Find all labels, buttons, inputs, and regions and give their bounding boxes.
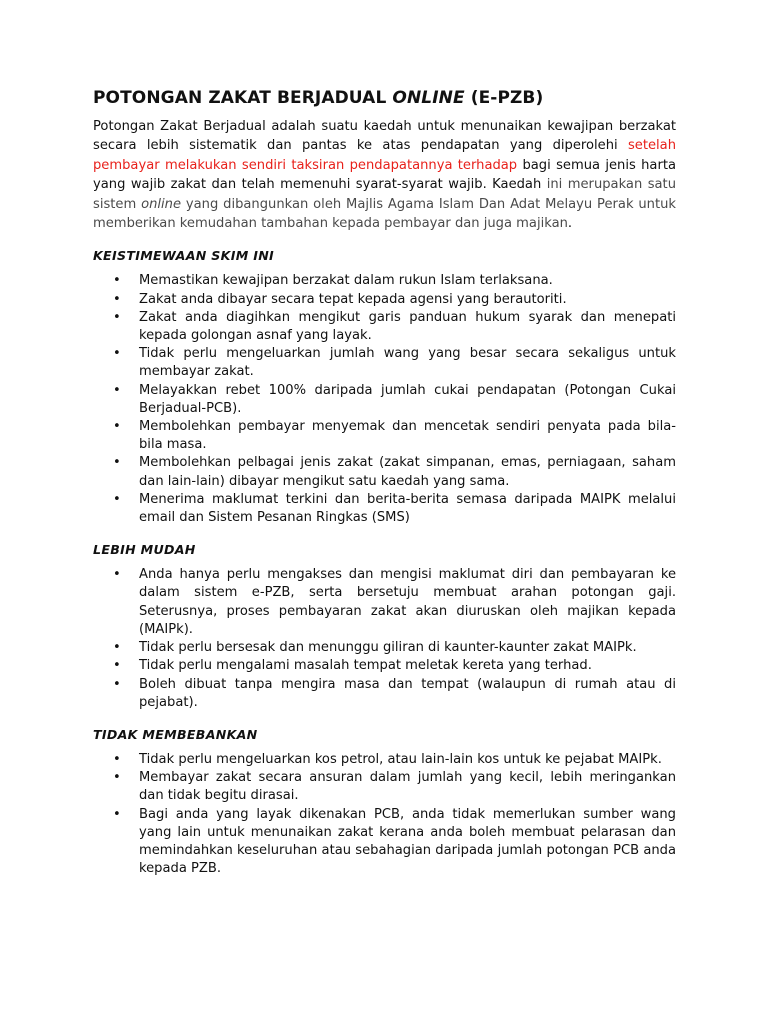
section-heading-lebih-mudah: LEBIH MUDAH (93, 542, 196, 558)
list-item (93, 345, 676, 381)
list-item-text: Anda hanya perlu mengakses dan mengisi maklumat diri dan pembayaran ke dalam sistem e-PZB, serta bersetuju membuat arahan potongan gaji. Seterusnya, proses pembayaran zakat akan diuruskan oleh majikan kepada (MAIPk). (139, 567, 676, 637)
list-item (93, 566, 676, 639)
list-item-text: Memastikan kewajipan berzakat dalam rukun Islam terlaksana. (139, 273, 553, 289)
title-suffix: (E-PZB) (464, 88, 544, 108)
bullet-icon: • (113, 419, 121, 435)
list-item (93, 639, 676, 657)
document-content (93, 88, 676, 878)
section-heading-keistimewaan: KEISTIMEWAAN SKIM INI (93, 248, 275, 264)
bullet-icon: • (113, 676, 121, 692)
list-item-text: Tidak perlu mengalami masalah tempat meletak kereta yang terhad. (139, 658, 592, 674)
bullet-icon: • (113, 658, 121, 674)
list-item (93, 418, 676, 454)
list-item-text: Tidak perlu bersesak dan menunggu giliran di kaunter-kaunter zakat MAIPk. (139, 640, 637, 656)
bullet-icon: • (113, 751, 121, 767)
list-item-text: Zakat anda dibayar secara tepat kepada agensi yang berautoriti. (139, 291, 567, 307)
bullet-icon: • (113, 291, 121, 307)
list-item (93, 309, 676, 345)
bullet-icon: • (113, 770, 121, 786)
intro-text-1: Potongan Zakat Berjadual adalah suatu kaedah untuk menunaikan kewajipan berzakat secara lebih sistematik dan pantas ke atas pendapatan yang diperolehi (93, 119, 676, 154)
list-item-text: Membayar zakat secara ansuran dalam jumlah yang kecil, lebih meringankan dan tidak begitu dirasai. (139, 770, 676, 804)
intro-paragraph (93, 117, 676, 233)
bullet-icon: • (113, 491, 121, 507)
section-heading-tidak-membebankan: TIDAK MEMBEBANKAN (93, 726, 258, 742)
page-title (93, 88, 676, 108)
intro-text-2: bagi semua jenis harta yang wajib zakat dan telah memenuhi syarat-syarat wajib. Kaedah (93, 157, 676, 193)
list-item-text: Bagi anda yang layak dikenakan PCB, anda tidak memerlukan sumber wang yang lain untuk menunaikan zakat kerana anda boleh membuat pelarasan dan memindahkan keseluruhan atau sebahagian daripada jumlah potongan PCB anda kepada PZB. (139, 806, 676, 877)
intro-online-italic: online (141, 196, 182, 212)
bullet-list-keistimewaan (93, 272, 676, 527)
list-item (93, 382, 676, 418)
bullet-icon: • (113, 273, 121, 289)
list-item (93, 751, 676, 769)
list-item-text: Membolehkan pelbagai jenis zakat (zakat simpanan, emas, perniagaan, saham dan lain-lain) dibayar mengikut satu kaedah yang sama. (139, 455, 676, 489)
list-item (93, 291, 676, 309)
list-item (93, 657, 676, 675)
list-item (93, 454, 676, 490)
title-main: POTONGAN ZAKAT BERJADUAL (93, 88, 393, 108)
bullet-icon: • (113, 309, 121, 325)
bullet-icon: • (113, 455, 121, 471)
intro-text-grey-2: yang dibangunkan oleh Majlis Agama Islam Dan Adat Melayu Perak untuk memberikan kemudahan tambahan kepada pembayar dan juga majikan (93, 196, 676, 232)
list-item-text: Zakat anda diagihkan mengikut garis panduan hukum syarak dan menepati kepada golongan asnaf yang layak. (139, 309, 676, 344)
bullet-icon: • (113, 640, 121, 656)
bullet-list-lebih-mudah (93, 566, 676, 712)
title-online: ONLINE (392, 88, 465, 108)
list-item-text: Tidak perlu mengeluarkan kos petrol, atau lain-lain kos untuk ke pejabat MAIPk. (139, 751, 662, 767)
list-item-text: Boleh dibuat tanpa mengira masa dan tempat (walaupun di rumah atau di pejabat). (139, 676, 676, 710)
intro-end: . (567, 216, 573, 232)
list-item (93, 272, 676, 290)
bullet-icon: • (113, 806, 121, 822)
list-item-text: Melayakkan rebet 100% daripada jumlah cukai pendapatan (Potongan Cukai Berjadual-PCB). (139, 382, 676, 416)
list-item-text: Membolehkan pembayar menyemak dan mencetak sendiri penyata pada bila-bila masa. (139, 419, 676, 453)
list-item-text: Menerima maklumat terkini dan berita-berita semasa daripada MAIPK melalui email dan Sistem Pesanan Ringkas (SMS) (139, 491, 676, 526)
bullet-icon: • (113, 567, 121, 583)
list-item (93, 676, 676, 712)
intro-highlight-red: setelah pembayar melakukan sendiri taksiran pendapatannya terhadap (93, 138, 676, 173)
bullet-icon: • (113, 382, 121, 398)
bullet-list-tidak-membebankan (93, 751, 676, 878)
list-item (93, 769, 676, 805)
intro-text-grey-1: ini merupakan satu sistem (93, 177, 676, 212)
bullet-icon: • (113, 346, 121, 362)
list-item (93, 806, 676, 879)
list-item-text: Tidak perlu mengeluarkan jumlah wang yang besar secara sekaligus untuk membayar zakat. (139, 346, 676, 380)
list-item (93, 491, 676, 527)
